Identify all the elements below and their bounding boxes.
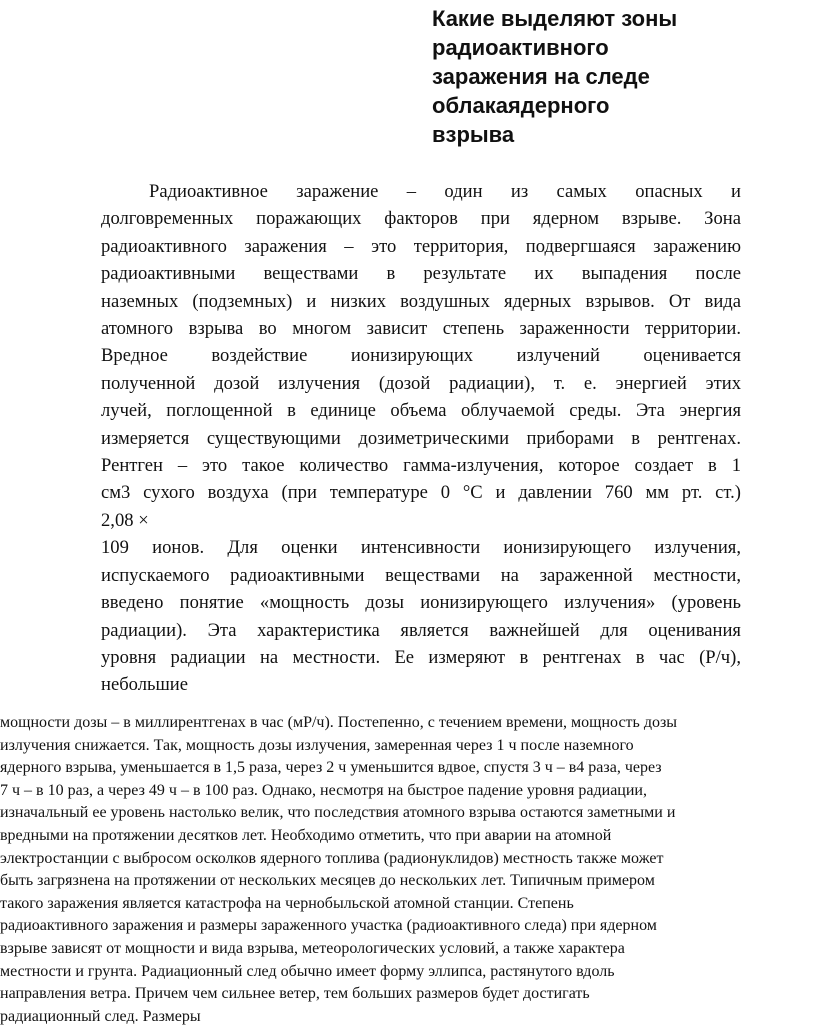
paragraph-line: радиоактивного заражения и размеры зараженного участка (радиоактивного следа) при ядерном	[0, 917, 657, 935]
paragraph-line: 7 ч – в 10 раз, а через 49 ч – в 100 раз. Однако, несмотря на быстрое падение уровня радиации,	[0, 781, 647, 799]
paragraph-line: долговременных поражающих факторов при ядерном взрыве. Зона	[101, 208, 741, 230]
paragraph-line: наземных (подземных) и низких воздушных ядерных взрывов. От вида	[101, 290, 741, 312]
continuation-paragraph	[0, 712, 812, 1028]
paragraph-line: электростанции с выбросом осколков ядерного топлива (радионуклидов) местность также может	[0, 849, 664, 867]
paragraph-line: ядерного взрыва, уменьшается в 1,5 раза, через 2 ч уменьшится вдвое, спустя 3 ч – в4 раза, через	[0, 759, 662, 777]
paragraph-line: Радиоактивное заражение – один из самых опасных и	[149, 181, 741, 202]
paragraph-line: 2,08 ×	[101, 509, 149, 531]
paragraph-line: атомного взрыва во многом зависит степень зараженности территории.	[101, 318, 741, 340]
paragraph-line: полученной дозой излучения (дозой радиации), т. е. энергией этих	[101, 372, 741, 394]
paragraph-line: такого заражения является катастрофа на чернобыльской атомной станции. Степень	[0, 894, 574, 912]
paragraph-line: направления ветра. Причем чем сильнее ветер, тем больших размеров будет достигать	[0, 985, 590, 1003]
paragraph-line: радиации). Эта характеристика является важнейшей для оценивания	[101, 619, 741, 641]
paragraph-line: вредными на протяжении десятков лет. Необходимо отметить, что при аварии на атомной	[0, 826, 612, 844]
paragraph-line: лучей, поглощенной в единице объема облучаемой среды. Эта энергия	[101, 400, 741, 422]
paragraph-line: испускаемого радиоактивными веществами на зараженной местности,	[101, 564, 741, 586]
paragraph-line: измеряется существующими дозиметрическими приборами в рентгенах.	[101, 427, 741, 449]
title-line: заражения на следе	[432, 64, 650, 89]
paragraph-line: Рентген – это такое количество гамма-излучения, которое создает в 1	[101, 455, 741, 477]
paragraph-line: взрыве зависят от мощности и вида взрыва, метеорологических условий, а также характера	[0, 939, 625, 957]
paragraph-line: Вредное воздействие ионизирующих излучений оценивается	[101, 345, 741, 367]
paragraph-line: радиоактивными веществами в результате их выпадения после	[101, 263, 741, 285]
title-line: Какие выделяют зоны	[432, 6, 678, 31]
paragraph-line: мощности дозы – в миллирентгенах в час (мР/ч). Постепенно, с течением времени, мощность дозы	[0, 714, 678, 731]
paragraph-line: см3 сухого воздуха (при температуре 0 °С и давлении 760 мм рт. ст.)	[101, 482, 741, 504]
paragraph-line: радиоактивного заражения – это территория, подвергшаяся заражению	[101, 235, 741, 257]
paragraph-line: излучения снижается. Так, мощность дозы излучения, замеренная через 1 ч после наземного	[0, 736, 634, 754]
paragraph-line: уровня радиации на местности. Ее измеряют в рентгенах в час (Р/ч),	[101, 646, 741, 668]
paragraph-line: изначальный ее уровень настолько велик, что последствия атомного взрыва остаются заметными и	[0, 804, 676, 822]
paragraph-line: введено понятие «мощность дозы ионизирующего излучения» (уровень	[101, 592, 741, 614]
title-line: облакаядерного	[432, 93, 610, 118]
title-line: радиоактивного	[432, 35, 609, 60]
paragraph-line: быть загрязнена на протяжении от нескольких месяцев до нескольких лет. Типичным примером	[0, 872, 655, 890]
paragraph-line: 109 ионов. Для оценки интенсивности ионизирующего излучения,	[101, 537, 741, 559]
main-paragraph	[101, 178, 741, 699]
title-line: взрыва	[432, 122, 515, 147]
paragraph-line: местности и грунта. Радиационный след обычно имеет форму эллипса, растянутого вдоль	[0, 962, 615, 980]
page-title	[432, 4, 752, 149]
paragraph-line: радиационный след. Размеры	[0, 1007, 201, 1025]
paragraph-line: небольшие	[101, 674, 188, 696]
